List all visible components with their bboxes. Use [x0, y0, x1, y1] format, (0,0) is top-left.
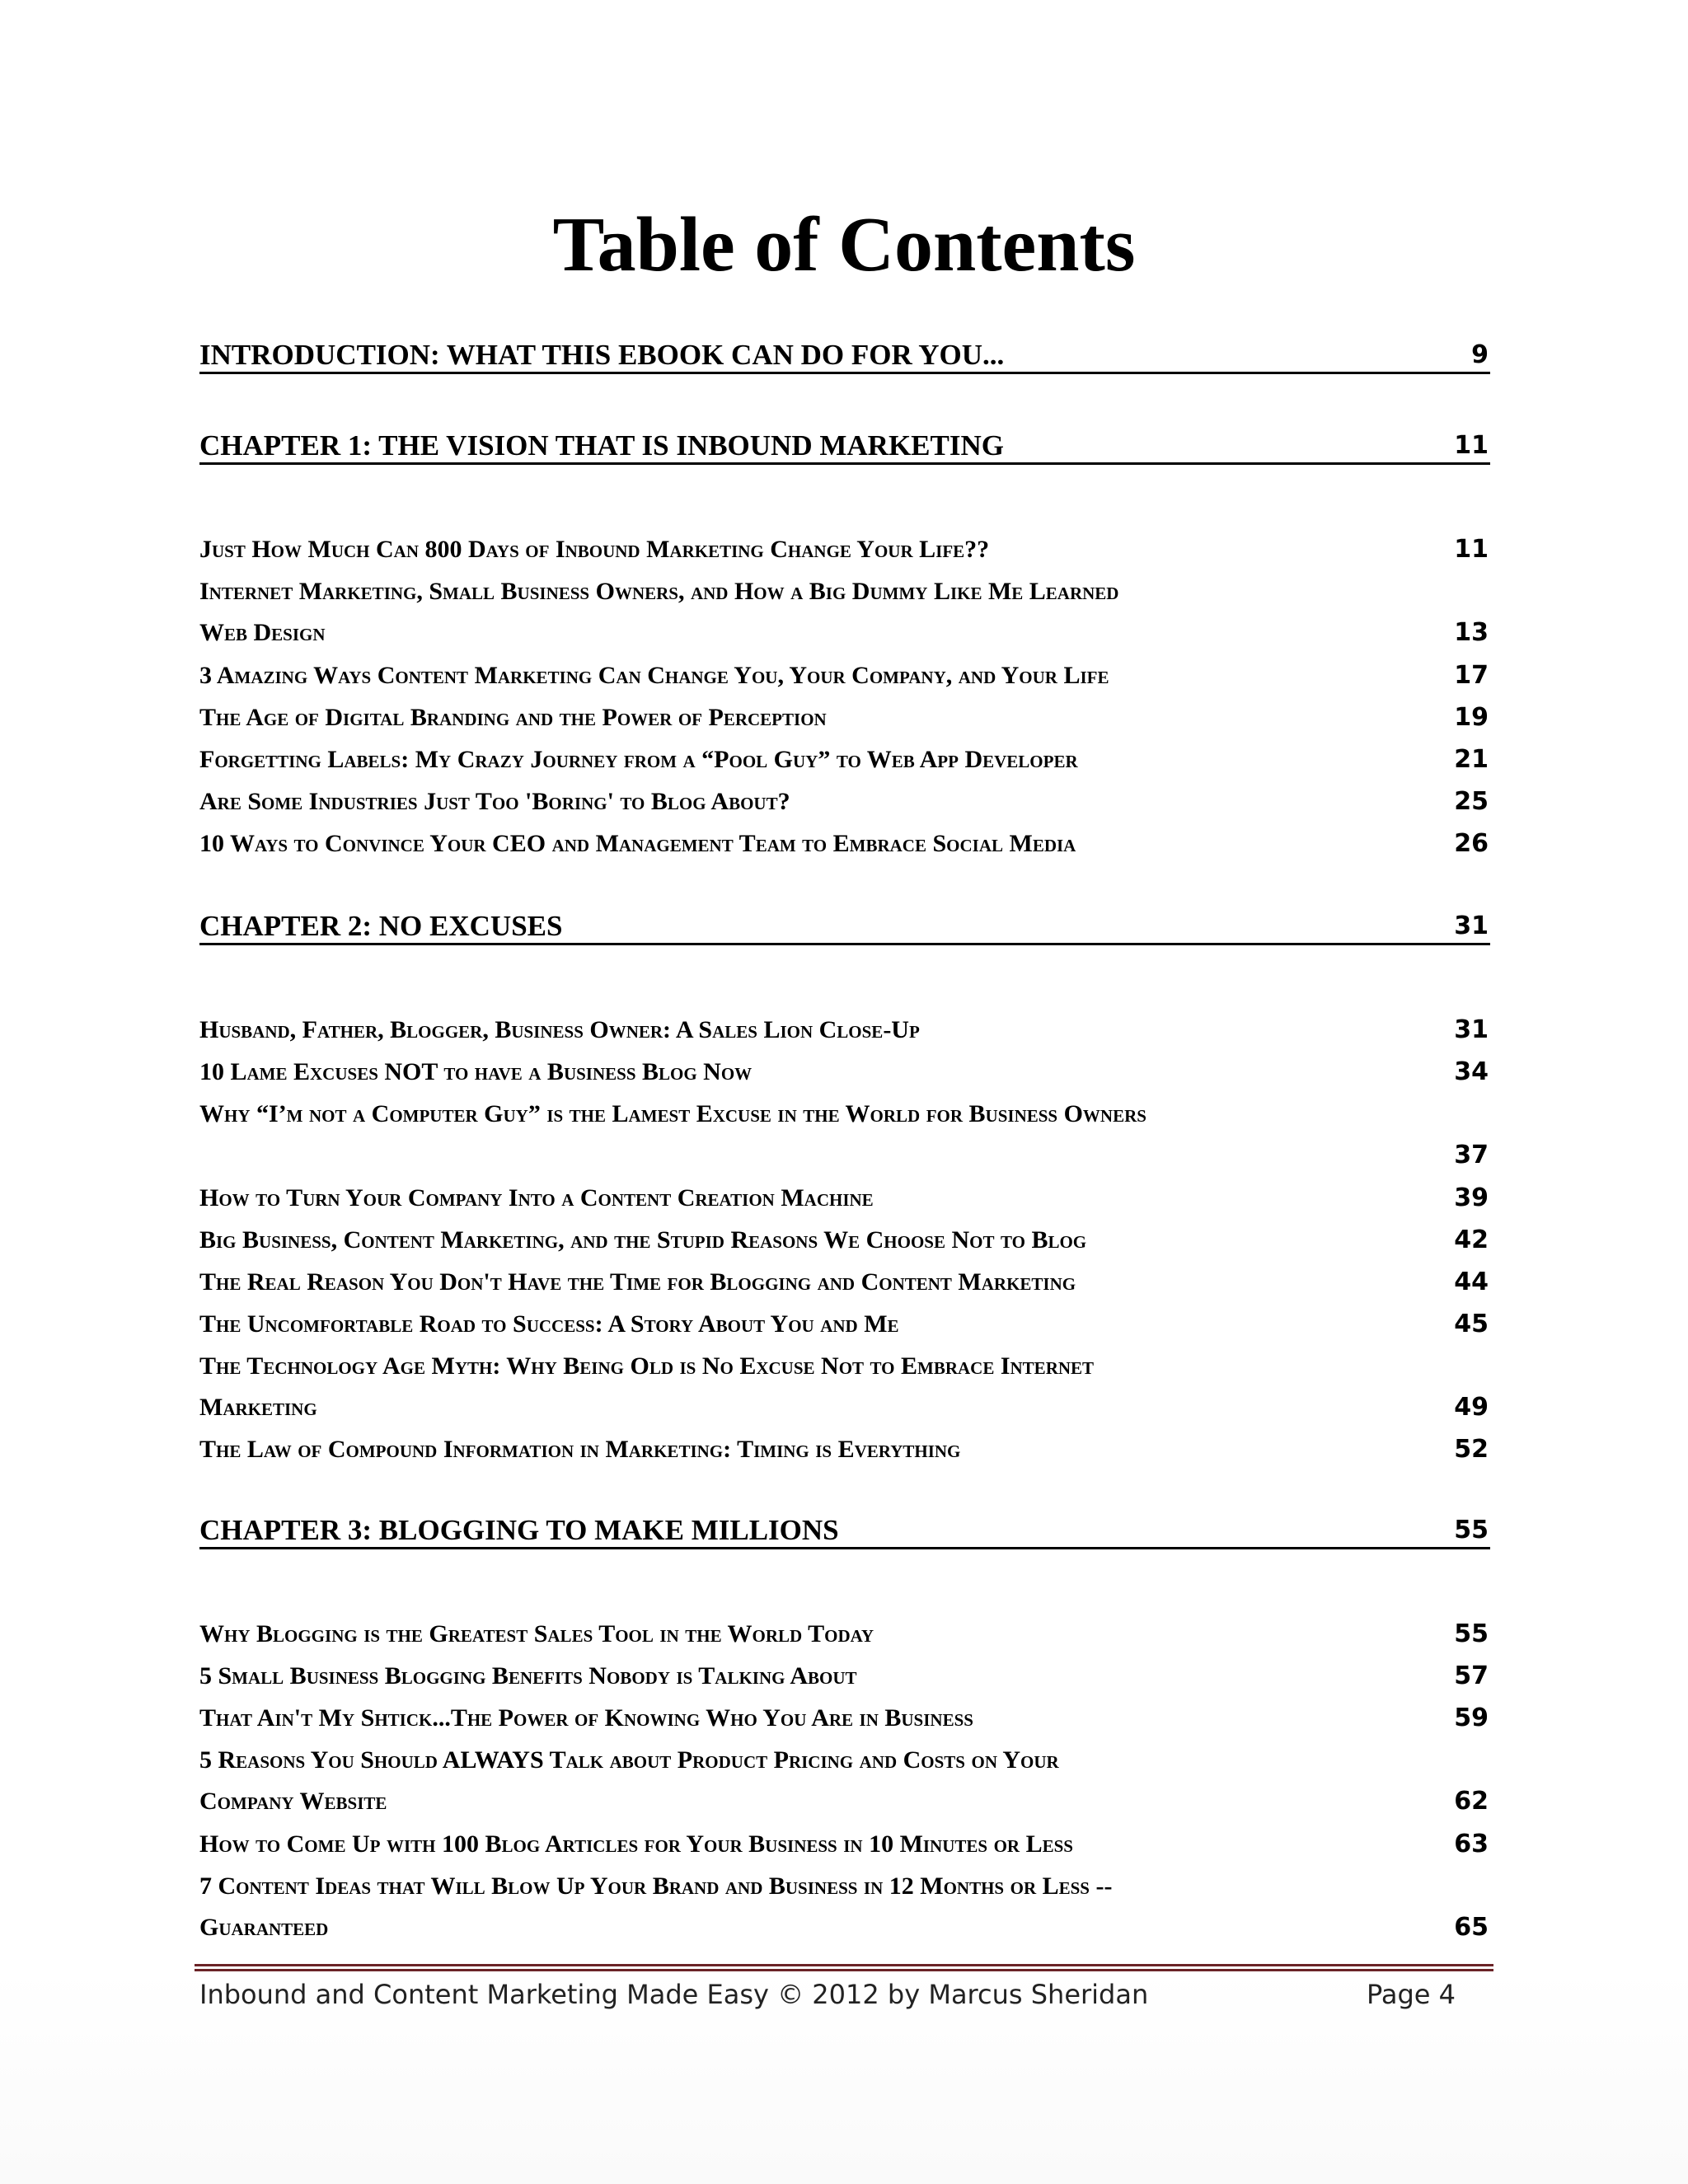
toc-entry[interactable]	[199, 529, 1490, 570]
toc-entry-page-number: 21	[1454, 744, 1489, 774]
toc-entry-title-line: Guaranteed	[199, 1913, 329, 1941]
toc-entry-page-number: 45	[1454, 1309, 1489, 1338]
toc-entry-page-number: 11	[1454, 535, 1489, 564]
toc-entry[interactable]	[199, 1429, 1490, 1470]
toc-entry-page-number: 52	[1454, 1435, 1489, 1464]
toc-entry-page-number: 62	[1454, 1787, 1489, 1816]
chapter-page-number: 11	[1454, 431, 1489, 460]
toc-entry-title-line: Why Blogging is the Greatest Sales Tool in the World Today	[199, 1620, 874, 1647]
toc-entry[interactable]	[199, 1052, 1490, 1093]
chapter-title: INTRODUCTION: WHAT THIS EBOOK CAN DO FOR YOU...	[199, 339, 1005, 371]
toc-entry-title-line: 7 Content Ideas that Will Blow Up Your Brand and Business in 12 Months or Less --	[199, 1872, 1113, 1900]
toc-entry-title-line: The Uncomfortable Road to Success: A Story About You and Me	[199, 1310, 899, 1338]
footer-text: Inbound and Content Marketing Made Easy © 2012 by Marcus Sheridan	[199, 1979, 1149, 2010]
toc-entry-page-number: 42	[1454, 1225, 1489, 1254]
footer-rule	[195, 1964, 1493, 1971]
toc-entry[interactable]	[199, 1010, 1490, 1051]
toc-entry-title-line: Are Some Industries Just Too 'Boring' to Blog About?	[199, 787, 790, 815]
toc-entry-title-line: Company Website	[199, 1788, 387, 1815]
toc-entry-title-line: Forgetting Labels: My Crazy Journey from a “Pool Guy” to Web App Developer	[199, 745, 1078, 773]
toc-entry[interactable]	[199, 1094, 1490, 1176]
toc-entry-page-number: 13	[1454, 618, 1489, 647]
toc-entry-title-line	[199, 1135, 1469, 1176]
toc-entry-title-line: The Age of Digital Branding and the Power of Perception	[199, 703, 827, 731]
toc-entry-title-line: 5 Reasons You Should ALWAYS Talk about Product Pricing and Costs on Your	[199, 1746, 1059, 1774]
toc-entry[interactable]	[199, 1614, 1490, 1655]
toc-entry-title-line: 10 Ways to Convince Your CEO and Management Team to Embrace Social Media	[199, 829, 1076, 857]
toc-entry[interactable]	[199, 1656, 1490, 1697]
toc-entry-page-number: 31	[1454, 1015, 1489, 1044]
toc-entry[interactable]	[199, 1262, 1490, 1303]
toc-entry[interactable]	[199, 571, 1490, 654]
chapter-heading[interactable]	[199, 1509, 1490, 1549]
toc-entry-title-line: 3 Amazing Ways Content Marketing Can Change You, Your Company, and Your Life	[199, 661, 1109, 689]
toc-entry-page-number: 25	[1454, 786, 1489, 816]
chapter-heading[interactable]	[199, 334, 1490, 374]
toc-entry-page-number: 34	[1454, 1057, 1489, 1086]
chapter-page-number: 31	[1454, 912, 1489, 940]
chapter-heading[interactable]	[199, 424, 1490, 465]
toc-entry-title-line: Why “I’m not a Computer Guy” is the Lamest Excuse in the World for Business Owners	[199, 1100, 1146, 1127]
toc-entry-title-line: Husband, Father, Blogger, Business Owner: A Sales Lion Close-Up	[199, 1016, 920, 1043]
toc-entry-title-line: The Law of Compound Information in Marketing: Timing is Everything	[199, 1436, 961, 1463]
toc-entry[interactable]	[199, 739, 1490, 780]
toc-entry-title-line: Marketing	[199, 1393, 317, 1421]
chapter-page-number: 55	[1454, 1516, 1489, 1544]
toc-entry[interactable]	[199, 1220, 1490, 1261]
toc-entry[interactable]	[199, 823, 1490, 865]
toc-entry[interactable]	[199, 1346, 1490, 1428]
chapter-title: CHAPTER 1: THE VISION THAT IS INBOUND MARKETING	[199, 429, 1004, 462]
toc-entry-page-number: 26	[1454, 828, 1489, 858]
toc-entry-page-number: 44	[1454, 1267, 1489, 1296]
chapter-title: CHAPTER 3: BLOGGING TO MAKE MILLIONS	[199, 1514, 839, 1546]
toc-entry-page-number: 57	[1454, 1661, 1489, 1690]
footer-page-number: Page 4	[1367, 1979, 1456, 2010]
chapter-page-number: 9	[1471, 340, 1489, 369]
chapter-title: CHAPTER 2: NO EXCUSES	[199, 910, 563, 942]
toc-entry-title-line: The Technology Age Myth: Why Being Old is No Excuse Not to Embrace Internet	[199, 1352, 1095, 1380]
toc-entry-page-number: 49	[1454, 1392, 1489, 1422]
chapter-heading[interactable]	[199, 905, 1490, 945]
toc-entry[interactable]	[199, 1178, 1490, 1219]
toc-entry-title-line: 10 Lame Excuses NOT to have a Business Blog Now	[199, 1058, 753, 1085]
toc-entry-title-line: How to Turn Your Company Into a Content Creation Machine	[199, 1183, 874, 1212]
toc-entry[interactable]	[199, 781, 1490, 823]
toc-entry-title-line: The Real Reason You Don't Have the Time for Blogging and Content Marketing	[199, 1268, 1076, 1296]
toc-entry-title-line: 5 Small Business Blogging Benefits Nobody is Talking About	[199, 1662, 857, 1690]
toc-entry[interactable]	[199, 1698, 1490, 1739]
toc-entry[interactable]	[199, 697, 1490, 738]
page-title: Table of Contents	[552, 202, 1136, 288]
toc-entry-page-number: 55	[1454, 1619, 1489, 1648]
toc-entry-title-line: How to Come Up with 100 Blog Articles for Your Business in 10 Minutes or Less	[199, 1830, 1073, 1858]
toc-entry-title-line: Just How Much Can 800 Days of Inbound Marketing Change Your Life??	[199, 536, 990, 563]
toc-entry-page-number: 17	[1454, 660, 1489, 690]
toc-entry-page-number: 59	[1454, 1704, 1489, 1732]
toc-entry-page-number: 19	[1454, 702, 1489, 732]
toc-entry[interactable]	[199, 1824, 1490, 1865]
toc-entry-page-number: 39	[1454, 1183, 1489, 1212]
toc-entry-page-number: 65	[1454, 1912, 1489, 1942]
toc-entry[interactable]	[199, 1304, 1490, 1345]
toc-entry[interactable]	[199, 1866, 1490, 1948]
toc-entry[interactable]	[199, 1740, 1490, 1822]
toc-entry-title-line: Web Design	[199, 619, 326, 646]
toc-entry-title-line: Internet Marketing, Small Business Owners, and How a Big Dummy Like Me Learned	[199, 578, 1119, 605]
toc-entry-page-number: 37	[1454, 1141, 1489, 1169]
toc-entry-title-line: That Ain't My Shtick...The Power of Knowing Who You Are in Business	[199, 1704, 973, 1732]
toc-entry-title-line: Big Business, Content Marketing, and the Stupid Reasons We Choose Not to Blog	[199, 1226, 1087, 1254]
toc-entry-page-number: 63	[1454, 1829, 1489, 1858]
toc-entry[interactable]	[199, 655, 1490, 696]
